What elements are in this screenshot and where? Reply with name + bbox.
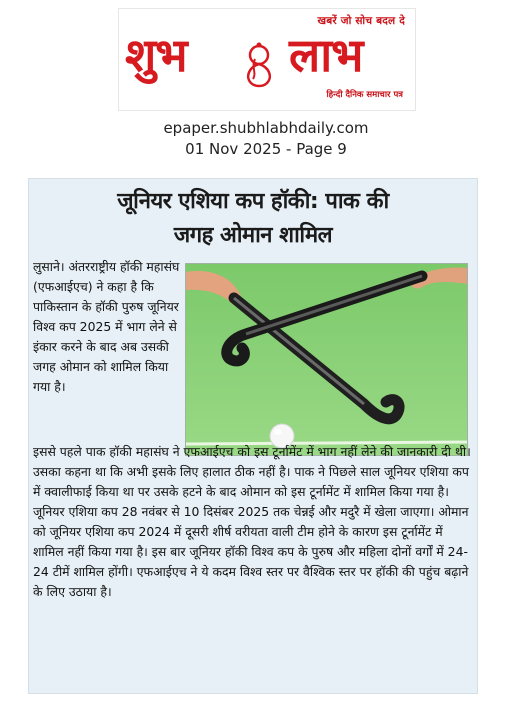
masthead-subtitle: हिन्दी दैनिक समाचार पत्र — [326, 90, 403, 100]
ganesha-emblem-icon — [235, 39, 283, 89]
hockey-sticks-and-ball-icon — [186, 264, 468, 456]
article-photo — [185, 263, 468, 456]
brand-name-left: शुभ — [125, 28, 187, 82]
brand-name-right: लाभ — [289, 28, 363, 82]
headline-line-1: जूनियर एशिया कप हॉकी: पाक की — [117, 189, 389, 214]
masthead-tagline: खबरें जो सोच बदल दे — [317, 15, 405, 27]
article-intro-paragraph: लुसाने। अंतरराष्ट्रीय हॉकी महासंघ (एफआईएच) ने कहा है कि पाकिस्तान के हॉकी पुरुष जूनियर विश्व कप 2025 में भाग लेने से इंकार करने के बाद अब उसकी जगह ओमान को शामिल किया गया है। — [33, 259, 180, 394]
news-article — [28, 178, 478, 694]
epaper-url[interactable]: epaper.shubhlabhdaily.com — [163, 119, 369, 137]
article-headline — [29, 185, 477, 253]
newspaper-masthead — [118, 8, 416, 111]
article-body-paragraph: इससे पहले पाक हॉकी महासंघ ने एफआईएच को इस टूर्नामेंट में भाग नहीं लेने की जानकारी दी थी। उसका कहना था कि अभी इसके लिए हालात ठीक नहीं है। पाक ने पिछले साल जूनियर एशिया कप में क्वालीफाई किया था पर उसके हटने के बाद ओमान को इस टूर्नामेंट में शामिल किया गया है।जूनियर एशिया कप 28 नवंबर से 10 दिसंबर 2025 तक चेन्नई और मदुरै में खेला जाएगा। ओमान को जूनियर एशिया कप 2024 में दूसरी शीर्ष वरीयता वाली टीम होने के कारण इस टूर्नामेंट में शामिल नहीं किया गया है। इस बार जूनियर हॉकी विश्व कप के पुरुष और महिला दोनों वर्गों में 24-24 टीमें शामिल होंगी। एफआईएच ने ये कदम विश्व स्तर पर वैश्विक स्तर पर हॉकी की पहुंच बढ़ाने के लिए उठाया है। — [33, 444, 471, 599]
edition-date-page: 01 Nov 2025 - Page 9 — [185, 140, 347, 158]
headline-line-2: जगह ओमान शामिल — [173, 223, 333, 248]
